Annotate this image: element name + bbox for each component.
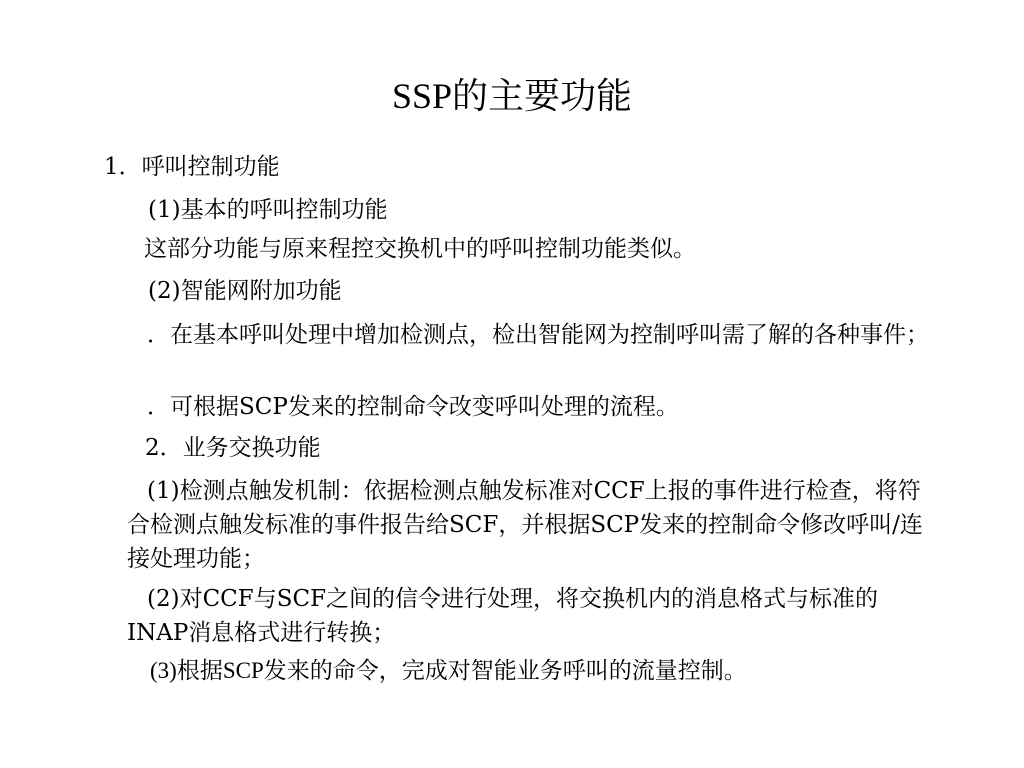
section-1-heading: 1．呼叫控制功能 bbox=[104, 154, 280, 180]
section-2-heading: 2．业务交换功能 bbox=[145, 435, 321, 461]
slide-title: SSP的主要功能 bbox=[391, 76, 633, 116]
subsection-1-2-heading: (2)智能网附加功能 bbox=[148, 278, 342, 304]
subsection-2-2-text: (2)对CCF与SCF之间的信令进行处理，将交换机内的消息格式与标准的INAP消息格式进行转换； bbox=[127, 586, 879, 646]
bullet-detect-points: ．在基本呼叫处理中增加检测点，检出智能网为控制呼叫需了解的各种事件； bbox=[147, 322, 929, 348]
subsection-1-1-text: 这部分功能与原来程控交换机中的呼叫控制功能类似。 bbox=[144, 236, 696, 262]
bullet-scp-control: ．可根据SCP发来的控制命令改变呼叫处理的流程。 bbox=[147, 394, 679, 420]
subsection-1-1-heading: (1)基本的呼叫控制功能 bbox=[148, 197, 388, 223]
subsection-2-3-text: (3)根据SCP发来的命令，完成对智能业务呼叫的流量控制。 bbox=[150, 658, 747, 683]
subsection-2-1-text: (1)检测点触发机制：依据检测点触发标准对CCF上报的事件进行检查，将符合检测点触发标准的事件报告给SCF，并根据SCP发来的控制命令修改呼叫/连接处理功能； bbox=[127, 478, 923, 572]
